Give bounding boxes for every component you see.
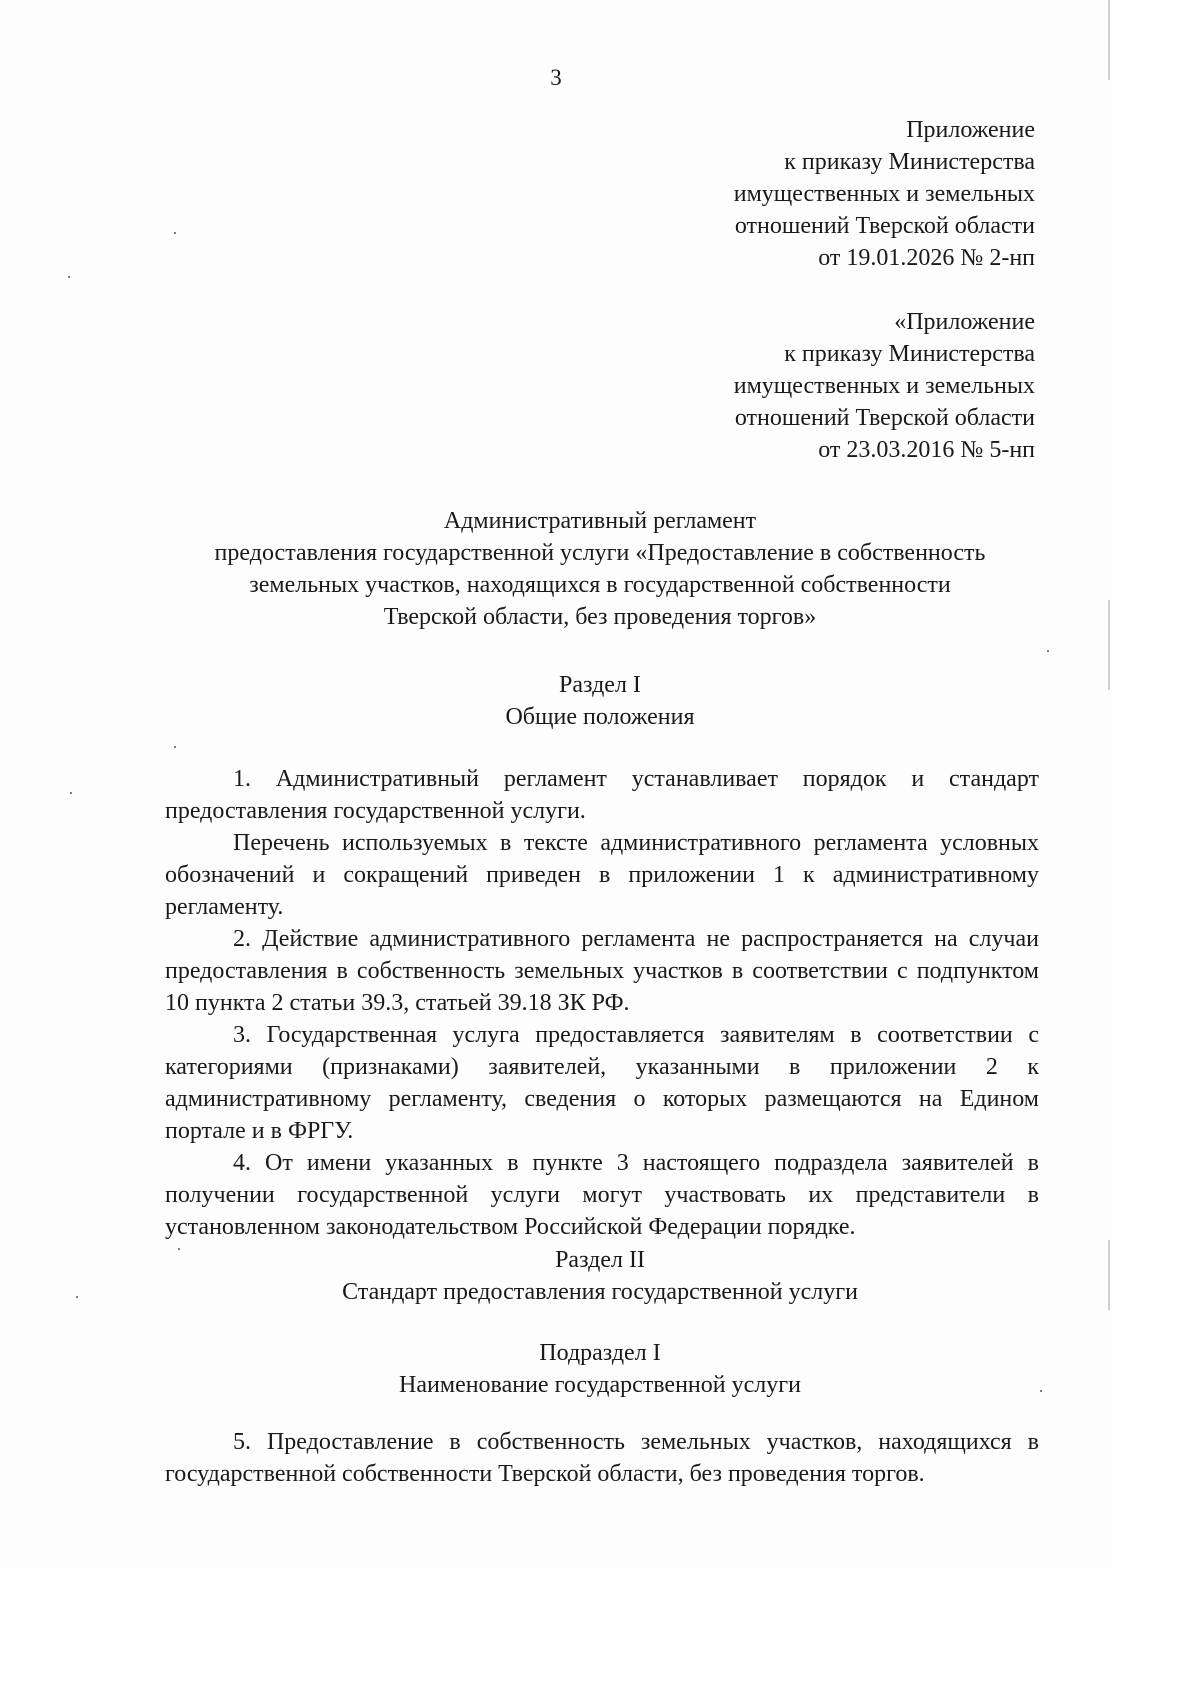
document-title [160, 505, 1040, 633]
section-1-body [165, 763, 1039, 1243]
scan-speck [68, 276, 70, 278]
page-number: 3 [550, 65, 562, 90]
attachment-line: имущественных и земельных [733, 181, 1035, 207]
scan-speck [1040, 1390, 1042, 1392]
subsection-1-heading [160, 1337, 1040, 1401]
paragraph: 5. Предоставление в собственность земельных участков, находящихся в государственной собственности Тверской области, без проведения торгов. [165, 1429, 1039, 1487]
paragraph: Перечень используемых в тексте административного регламента условных обозначений и сокращений приведен в приложении 1 к административному регламенту. [165, 830, 1039, 920]
scan-speck [178, 1248, 180, 1250]
section-label: Раздел II [555, 1247, 645, 1273]
scan-speck [1047, 650, 1049, 652]
scan-speck [174, 232, 176, 234]
scan-speck [174, 746, 176, 748]
attachment-header-previous [734, 306, 1035, 466]
scan-speck [70, 792, 72, 794]
subsection-title: Наименование государственной услуги [399, 1372, 801, 1398]
section-title: Стандарт предоставления государственной услуги [342, 1279, 858, 1305]
scan-edge-mark [1108, 1240, 1110, 1310]
title-line: Административный регламент [443, 508, 757, 534]
scan-speck [76, 1296, 78, 1298]
title-line: Тверской области, без проведения торгов» [383, 604, 817, 630]
paragraph: 4. От имени указанных в пункте 3 настоящего подраздела заявителей в получении государственной услуги могут участвовать их представители в установленном законодательством Российской Федерации порядке. [165, 1150, 1039, 1240]
attachment-line: отношений Тверской области [734, 405, 1035, 431]
paragraph: 2. Действие административного регламента не распространяется на случаи предоставления в собственность земельных участков в соответствии с подпунктом 10 пункта 2 статьи 39.3, статьей 39.18 ЗК РФ. [165, 926, 1039, 1016]
attachment-header-current [734, 114, 1035, 274]
paragraph: 3. Государственная услуга предоставляется заявителям в соответствии с категориями (признаками) заявителей, указанными в приложении 2 к административному регламенту, сведения о которых размещаются на Едином портале и в ФРГУ. [165, 1022, 1039, 1144]
attachment-line: от 23.03.2016 № 5-нп [818, 437, 1035, 463]
scan-edge-mark [1108, 0, 1110, 80]
attachment-line: Приложение [906, 117, 1035, 143]
attachment-line: отношений Тверской области [734, 213, 1035, 239]
attachment-line: к приказу Министерства [784, 149, 1035, 175]
attachment-line: имущественных и земельных [733, 373, 1035, 399]
section-label: Раздел I [559, 672, 641, 698]
paragraph: 1. Административный регламент устанавливает порядок и стандарт предоставления государственной услуги. [165, 766, 1039, 824]
subsection-label: Подраздел I [539, 1340, 661, 1366]
section-2-heading [160, 1244, 1040, 1308]
subsection-1-body [165, 1426, 1039, 1490]
attachment-line: к приказу Министерства [784, 341, 1035, 367]
title-line: земельных участков, находящихся в государственной собственности [249, 572, 951, 598]
attachment-line: «Приложение [894, 309, 1035, 335]
section-1-heading [160, 669, 1040, 733]
scan-edge-mark [1108, 600, 1110, 690]
section-title: Общие положения [505, 704, 695, 730]
title-line: предоставления государственной услуги «Предоставление в собственность [214, 540, 986, 566]
attachment-line: от 19.01.2026 № 2-нп [818, 245, 1035, 271]
